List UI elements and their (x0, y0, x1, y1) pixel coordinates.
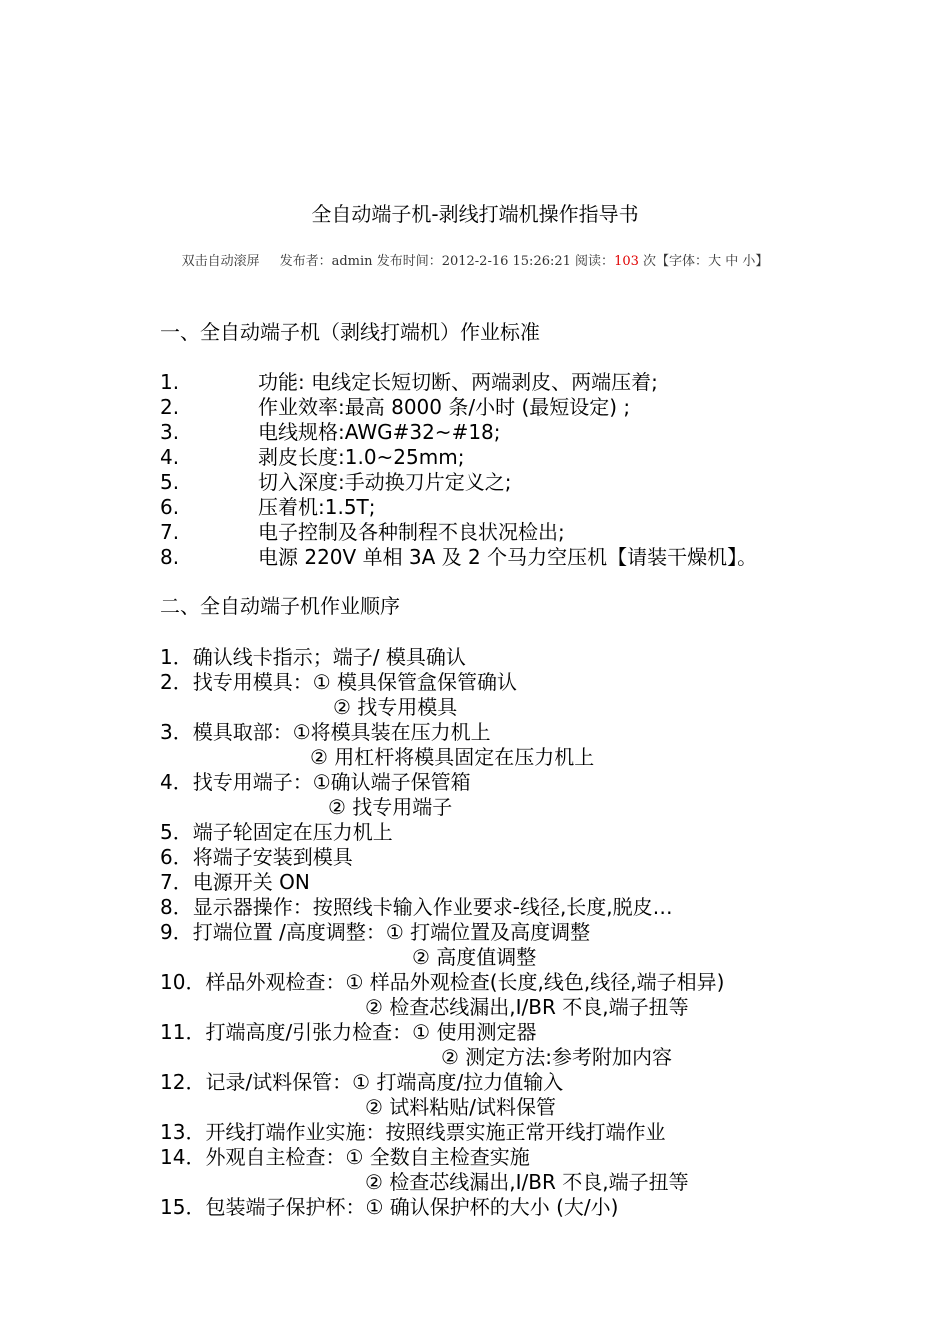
spec-item-number: 5. (160, 470, 180, 494)
spec-item-text: 作业效率:最高 8000 条/小时 (最短设定) ; (258, 395, 631, 419)
spec-item-number: 7. (160, 520, 180, 544)
read-count: 103 (614, 254, 639, 269)
step-item: 5．端子轮固定在压力机上 (160, 820, 393, 844)
spec-item-tail: 。 (737, 545, 758, 569)
step-continuation: ② 找专用模具 (333, 695, 458, 719)
font-size-medium-link[interactable]: 中 (725, 254, 739, 269)
spec-item-text: 压着机:1.5T; (258, 495, 376, 519)
spec-item-text: 功能: 电线定长短切断、两端剥皮、两端压着; (258, 370, 658, 394)
spec-item-text: 电子控制及各种制程不良状况检出; (258, 520, 565, 544)
step-item: 11．打端高度/引张力检查：① 使用测定器 (160, 1020, 537, 1044)
publisher-label: 发布者： (279, 254, 332, 269)
step-item: 3．模具取部：①将模具装在压力机上 (160, 720, 491, 744)
step-continuation: ② 用杠杆将模具固定在压力机上 (310, 745, 595, 769)
read-count-unit: 次 (643, 254, 657, 269)
article-meta (0, 252, 950, 272)
publish-time-label: 发布时间： (376, 254, 442, 269)
step-item: 12．记录/试料保管：① 打端高度/拉力值输入 (160, 1070, 564, 1094)
spec-item-number: 2. (160, 395, 180, 419)
spec-item-text: 电源 220V 单相 3A 及 2 个马力空压机 (258, 545, 608, 569)
publish-time: 2012-2-16 15:26:21 (441, 254, 571, 269)
spec-item-number: 1. (160, 370, 180, 394)
font-size-close: 】 (755, 254, 769, 269)
spec-item-text-wrap (258, 545, 757, 570)
step-item: 1．确认线卡指示；端子/ 模具确认 (160, 645, 466, 669)
auto-scroll-link[interactable]: 双击自动滚屏 (181, 254, 260, 269)
step-item: 9．打端位置 /高度调整：① 打端位置及高度调整 (160, 920, 591, 944)
step-continuation: ② 高度值调整 (412, 945, 537, 969)
section-heading-sequence: 二、全自动端子机作业顺序 (160, 594, 400, 618)
spec-item-text: 剥皮长度:1.0~25mm; (258, 445, 465, 469)
publisher-name: admin (331, 254, 373, 269)
article-title: 全自动端子机-剥线打端机操作指导书 (311, 202, 639, 226)
step-continuation: ② 检查芯线漏出,I/BR 不良,端子扭等 (365, 995, 689, 1019)
dryer-note: 【请装干燥机】 (607, 545, 738, 569)
step-item: 2．找专用模具：① 模具保管盒保管确认 (160, 670, 518, 694)
read-count-label: 阅读： (575, 254, 615, 269)
font-size-small-link[interactable]: 小 (742, 254, 756, 269)
font-size-label: 【字体： (656, 254, 709, 269)
step-item: 15．包装端子保护杯：① 确认保护杯的大小 (大/小) (160, 1195, 619, 1219)
spec-item-number: 6. (160, 495, 180, 519)
step-continuation: ② 找专用端子 (328, 795, 453, 819)
spec-item-number: 4. (160, 445, 180, 469)
step-continuation: ② 试料粘贴/试料保管 (365, 1095, 557, 1119)
step-item: 8．显示器操作：按照线卡输入作业要求-线径,长度,脱皮… (160, 895, 673, 919)
step-item: 4．找专用端子：①确认端子保管箱 (160, 770, 471, 794)
spec-item-text: 切入深度:手动换刀片定义之; (258, 470, 512, 494)
font-size-large-link[interactable]: 大 (708, 254, 722, 269)
spec-item-number: 3. (160, 420, 180, 444)
step-item: 10．样品外观检查：① 样品外观检查(长度,线色,线径,端子相异) (160, 970, 725, 994)
step-item: 7．电源开关 ON (160, 870, 310, 894)
step-item: 14．外观自主检查：① 全数自主检查实施 (160, 1145, 530, 1169)
spec-item-number: 8. (160, 545, 180, 569)
step-continuation: ② 检查芯线漏出,I/BR 不良,端子扭等 (365, 1170, 689, 1194)
step-item: 6．将端子安装到模具 (160, 845, 353, 869)
step-item: 13．开线打端作业实施：按照线票实施正常开线打端作业 (160, 1120, 666, 1144)
section-heading-standards: 一、全自动端子机（剥线打端机）作业标准 (160, 320, 540, 344)
step-continuation: ② 测定方法:参考附加内容 (441, 1045, 673, 1069)
spec-item-text: 电线规格:AWG#32~#18; (258, 420, 501, 444)
